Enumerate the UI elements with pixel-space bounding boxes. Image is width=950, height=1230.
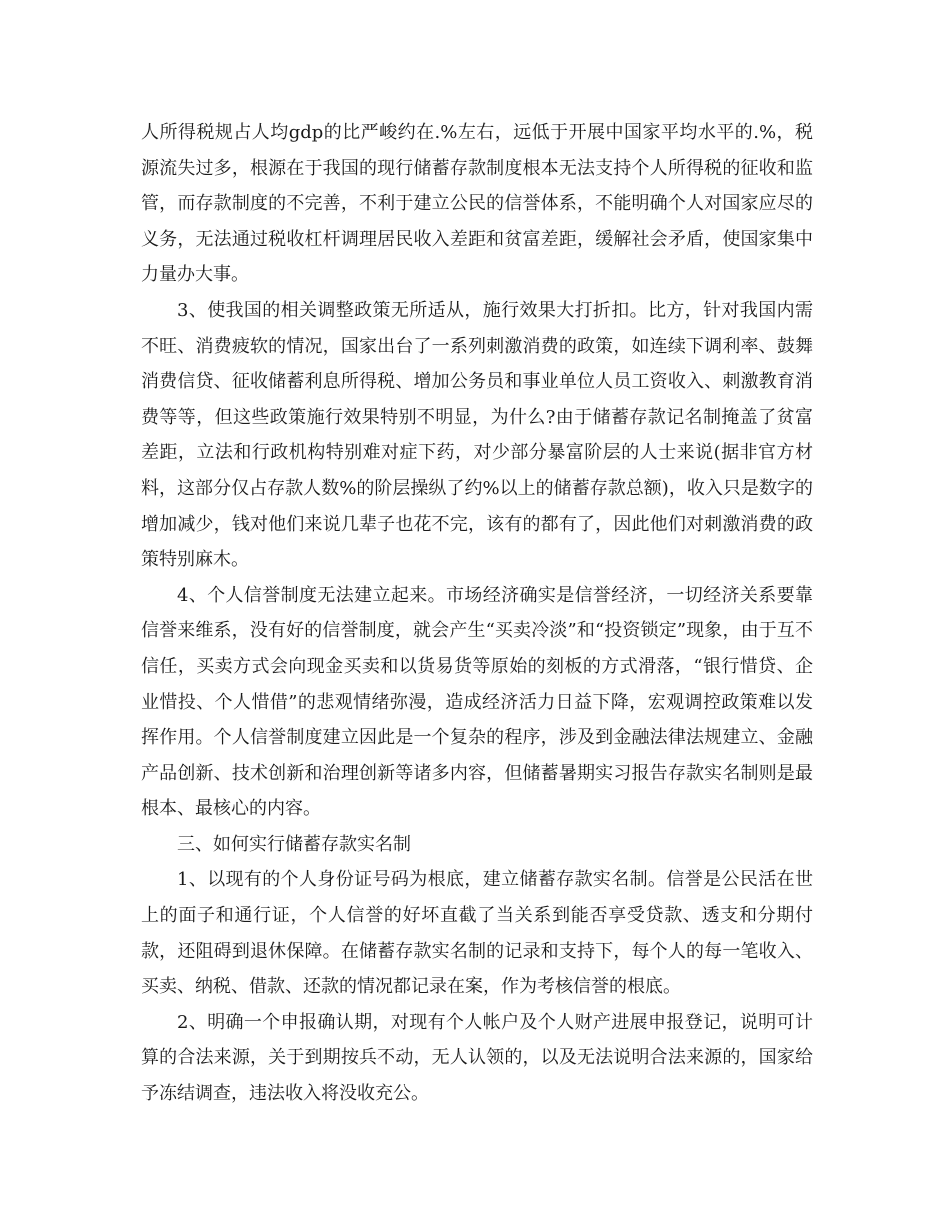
paragraph-continuation: 人所得税规占人均gdp的比严峻约在.%左右，远低于开展中国家平均水平的.%，税源流失过多，根源在于我国的现行储蓄存款制度根本无法支持个人所得税的征收和监管，而存款制度的不完善，不利于建立公民的信誉体系，不能明确个人对国家应尽的义务，无法通过税收杠杆调理居民收入差距和贫富差距，缓解社会矛盾，使国家集中力量办大事。	[141, 122, 813, 286]
section-heading-3: 三、如何实行储蓄存款实名制	[177, 833, 411, 855]
paragraph-measure-1: 1、以现有的个人身份证号码为根底，建立储蓄存款实名制。信誉是公民活在世上的面子和通行证，个人信誉的好坏直截了当关系到能否享受贷款、透支和分期付款，还阻碍到退休保障。在储蓄存款实名制的记录和支持下，每个人的每一笔收入、买卖、纳税、借款、还款的情况都记录在案，作为考核信誉的根底。	[141, 869, 813, 998]
document-body	[141, 115, 813, 1112]
paragraph-measure-2: 2、明确一个申报确认期，对现有个人帐户及个人财产进展申报登记，说明可计算的合法来源，关于到期按兵不动，无人认领的，以及无法说明合法来源的，国家给予冻结调查，违法收入将没收充公。	[141, 1011, 813, 1105]
paragraph-point-3: 3、使我国的相关调整政策无所适从，施行效果大打折扣。比方，针对我国内需不旺、消费疲软的情况，国家出台了一系列刺激消费的政策，如连续下调利率、鼓舞消费信贷、征收储蓄利息所得税、增加公务员和事业单位人员工资收入、刺激教育消费等等，但这些政策施行效果特别不明显，为什么?由于储蓄存款记名制掩盖了贫富差距，立法和行政机构特别难对症下药，对少部分暴富阶层的人士来说(据非官方材料，这部分仅占存款人数%的阶层操纵了约%以上的储蓄存款总额)，收入只是数字的增加减少，钱对他们来说几辈子也花不完，该有的都有了，因此他们对刺激消费的政策特别麻木。	[141, 299, 813, 571]
paragraph-point-4: 4、个人信誉制度无法建立起来。市场经济确实是信誉经济，一切经济关系要靠信誉来维系，没有好的信誉制度，就会产生“买卖冷淡”和“投资锁定”现象，由于互不信任，买卖方式会向现金买卖和以货易货等原始的刻板的方式滑落，“银行惜贷、企业惜投、个人惜借”的悲观情绪弥漫，造成经济活力日益下降，宏观调控政策难以发挥作用。个人信誉制度建立因此是一个复杂的程序，涉及到金融法律法规建立、金融产品创新、技术创新和治理创新等诸多内容，但储蓄暑期实习报告存款实名制则是最根本、最核心的内容。	[141, 584, 813, 820]
